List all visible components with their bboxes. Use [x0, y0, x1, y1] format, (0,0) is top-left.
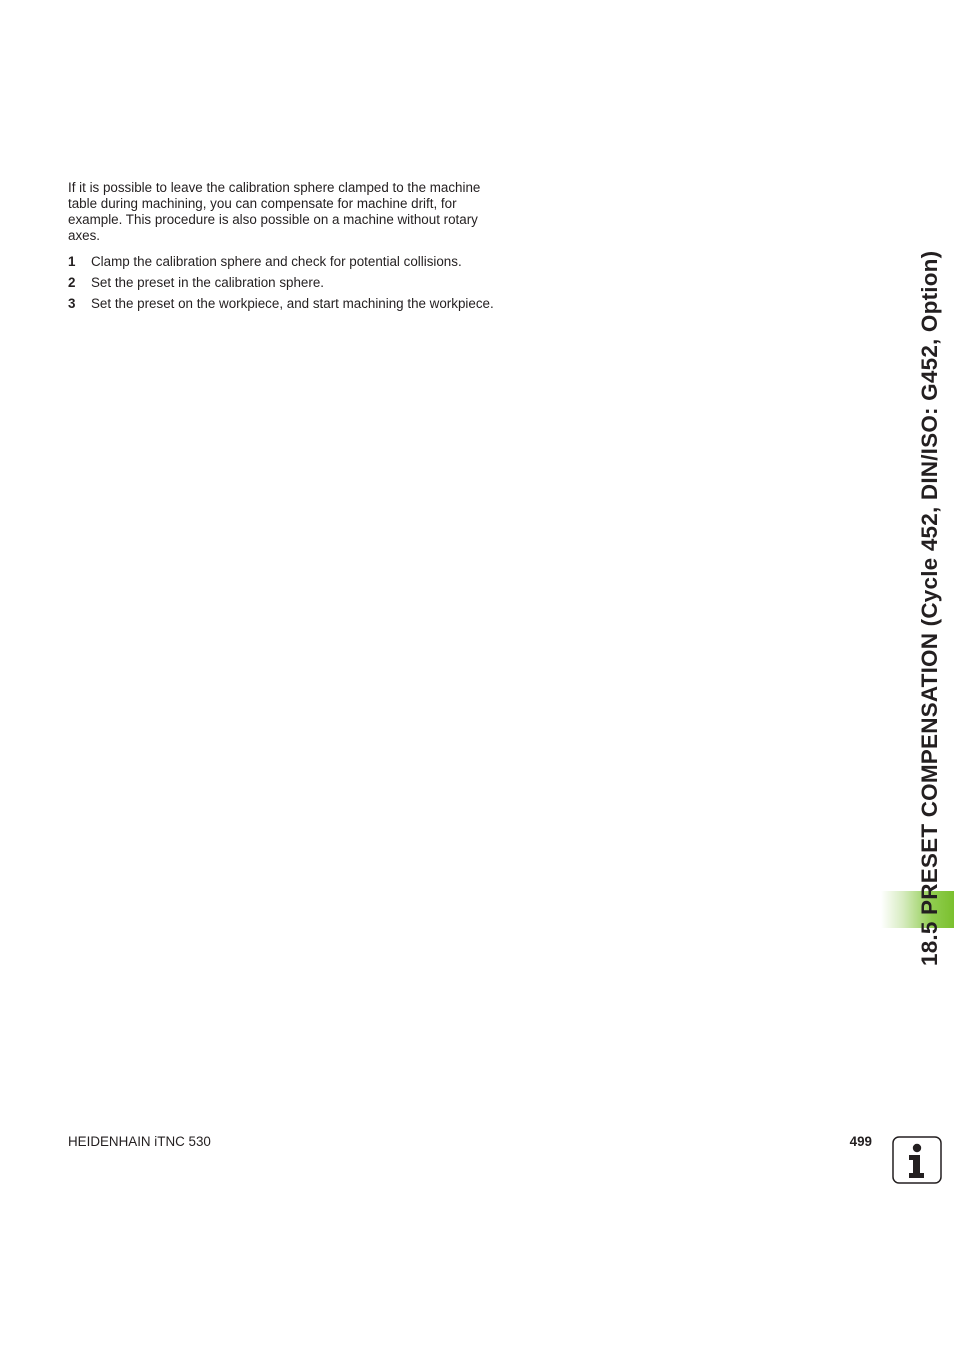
footer-product: HEIDENHAIN iTNC 530: [68, 1134, 211, 1149]
step-number: 3: [68, 296, 76, 311]
list-item: [68, 275, 513, 291]
step-text: Set the preset in the calibration sphere.: [91, 275, 324, 290]
step-text: Set the preset on the workpiece, and start machining the workpiece.: [91, 296, 494, 311]
step-text: Clamp the calibration sphere and check for potential collisions.: [91, 254, 462, 269]
step-number: 2: [68, 275, 76, 290]
info-icon: [892, 1136, 942, 1184]
list-item: [68, 296, 513, 312]
procedure-steps: [68, 254, 513, 317]
chapter-title: 18.5 PRESET COMPENSATION (Cycle 452, DIN/ISO: G452, Option): [917, 250, 942, 966]
intro-paragraph: If it is possible to leave the calibration sphere clamped to the machine table during machining, you can compensate for machine drift, for example. This procedure is also possible on a machine without rotary axes.: [68, 180, 481, 243]
list-item: [68, 254, 513, 270]
step-number: 1: [68, 254, 76, 269]
page-number: 499: [849, 1134, 872, 1149]
